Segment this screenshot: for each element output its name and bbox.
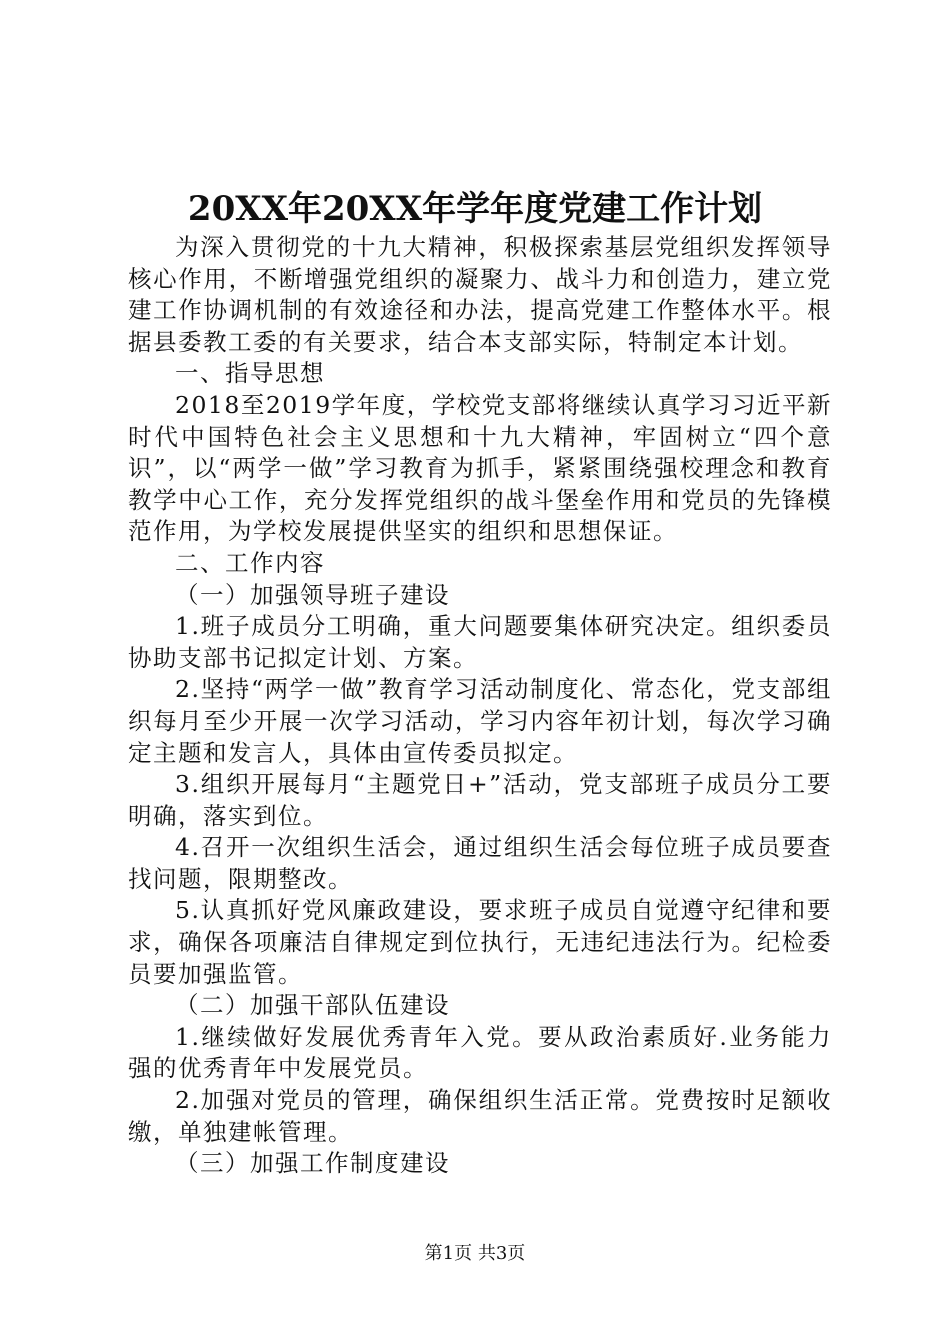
list-item-cadre-1: 1.继续做好发展优秀青年入党。要从政治素质好.业务能力强的优秀青年中发展党员。 bbox=[128, 1022, 832, 1083]
document-title: 20XX年20XX年学年度党建工作计划 bbox=[187, 189, 763, 229]
list-item-leadership-4: 4.召开一次组织生活会，通过组织生活会每位班子成员要查找问题，限期整改。 bbox=[128, 833, 832, 893]
subsection-heading-cadre: （二）加强干部队伍建设 bbox=[175, 991, 450, 1020]
subsection-heading-leadership: （一）加强领导班子建设 bbox=[175, 580, 450, 609]
section-heading-guiding-thought: 一、指导思想 bbox=[175, 359, 325, 388]
list-item-leadership-2: 2.坚持“两学一做”教育学习活动制度化、常态化，党支部组织每月至少开展一次学习活动，学习内容年初计划，每次学习确定主题和发言人，具体由宣传委员拟定。 bbox=[128, 675, 832, 767]
list-item-cadre-2: 2.加强对党员的管理，确保组织生活正常。党费按时足额收缴，单独建帐管理。 bbox=[128, 1086, 832, 1146]
list-item-leadership-3: 3.组织开展每月“主题党日+”活动，党支部班子成员分工要明确，落实到位。 bbox=[128, 770, 832, 830]
subsection-heading-system: （三）加强工作制度建设 bbox=[175, 1149, 450, 1178]
section-heading-work-content: 二、工作内容 bbox=[175, 548, 325, 577]
paragraph-guiding-thought: 2018至2019学年度，学校党支部将继续认真学习习近平新时代中国特色社会主义思想和十九大精神，牢固树立“四个意识”，以“两学一做”学习教育为抓手，紧紧围绕强校理念和教育教学中心工作，充分发挥党组织的战斗堡垒作用和党员的先锋模范作用，为学校发展提供坚实的组织和思想保证。 bbox=[128, 390, 832, 546]
page-footer: 第1页 共3页 bbox=[424, 1243, 526, 1264]
list-item-leadership-1: 1.班子成员分工明确，重大问题要集体研究决定。组织委员协助支部书记拟定计划、方案。 bbox=[128, 612, 832, 672]
paragraph-intro: 为深入贯彻党的十九大精神，积极探索基层党组织发挥领导核心作用，不断增强党组织的凝聚力、战斗力和创造力，建立党建工作协调机制的有效途径和办法，提高党建工作整体水平。根据县委教工委的有关要求，结合本支部实际，特制定本计划。 bbox=[128, 233, 832, 356]
document-body bbox=[128, 232, 832, 1180]
list-item-leadership-5: 5.认真抓好党风廉政建设，要求班子成员自觉遵守纪律和要求，确保各项廉洁自律规定到位执行，无违纪违法行为。纪检委员要加强监管。 bbox=[128, 896, 832, 988]
